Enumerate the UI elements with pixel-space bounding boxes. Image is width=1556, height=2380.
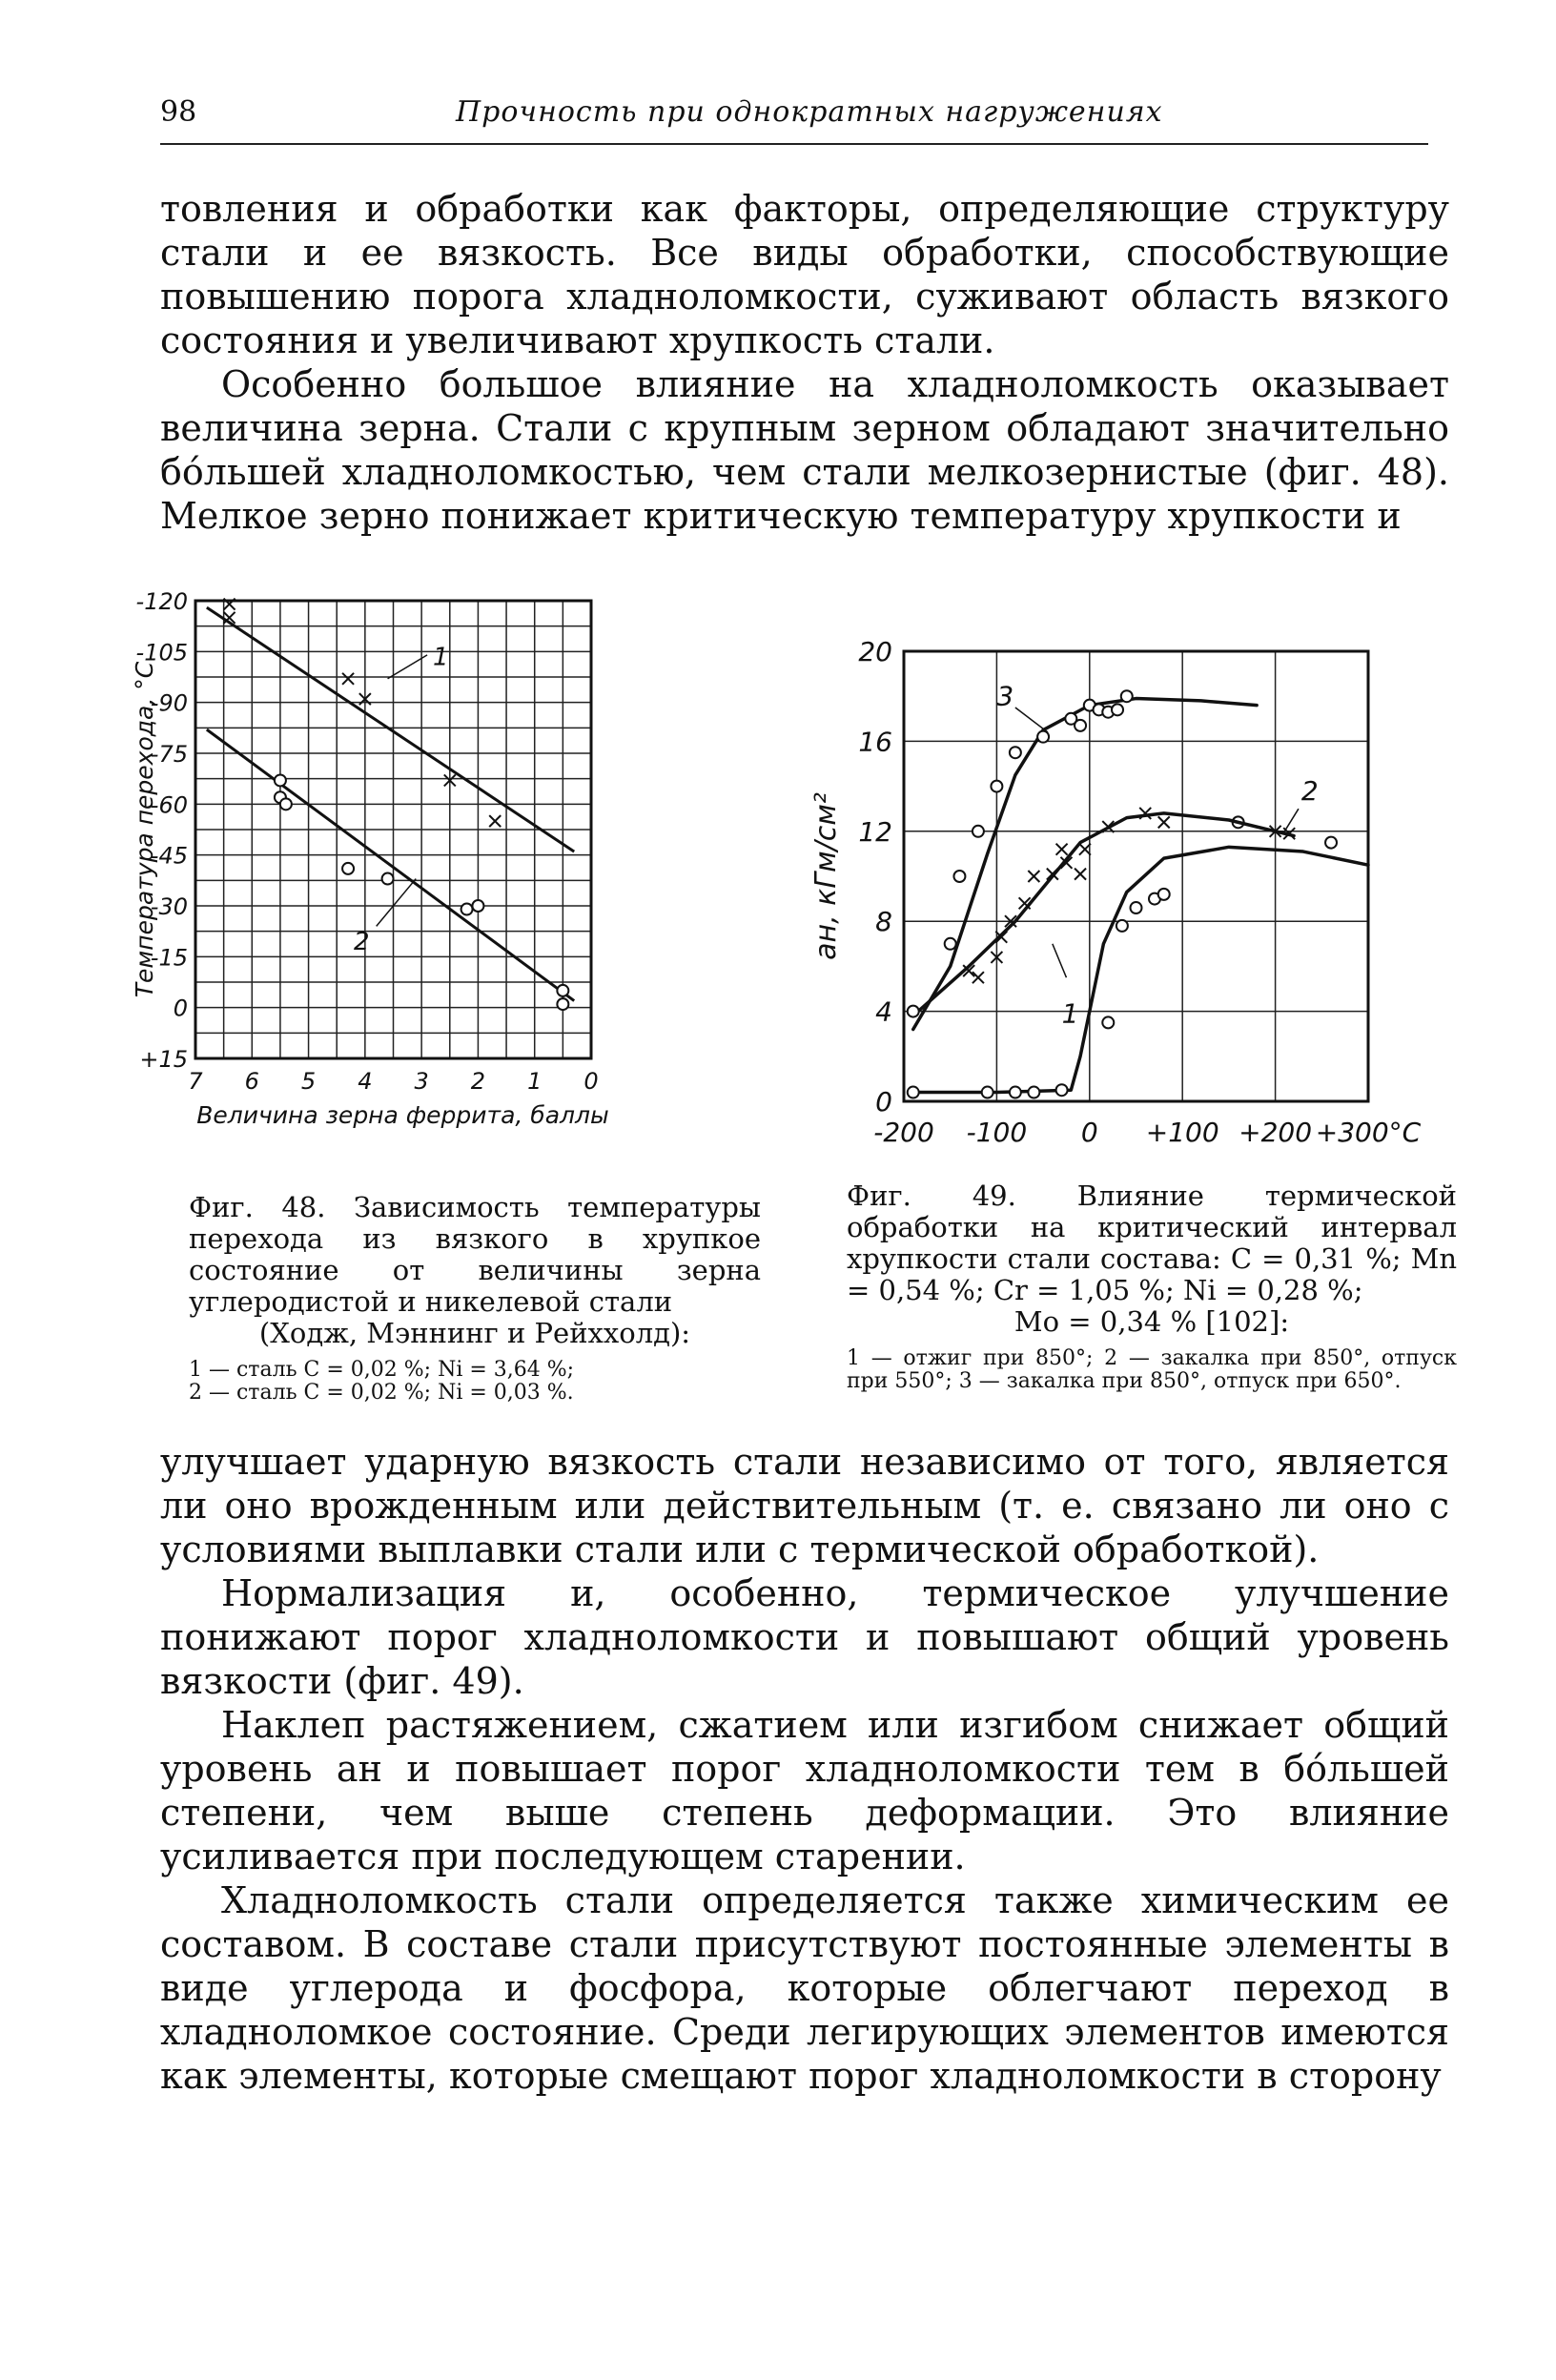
x-tick-label: 6 <box>244 1068 259 1095</box>
y-tick-label: -75 <box>150 741 188 768</box>
data-point <box>982 1087 993 1098</box>
data-point <box>1131 902 1142 913</box>
figure-48-caption <box>189 1192 761 1405</box>
y-tick-label: 16 <box>858 726 892 758</box>
data-series <box>908 681 1368 1098</box>
series-line <box>207 607 574 851</box>
data-point <box>953 871 965 882</box>
caption-legend <box>189 1359 761 1405</box>
grid <box>195 601 591 1058</box>
x-tick-label: -100 <box>966 1117 1028 1148</box>
data-point <box>991 781 1002 792</box>
caption-legend: 1 — отжиг при 850°; 2 — закалка при 850°, отпуск при 550°; 3 — закалка при 850°, отпуск при 650°. <box>847 1346 1457 1393</box>
data-point <box>1139 808 1151 819</box>
data-point <box>1075 869 1086 880</box>
y-tick-label: 4 <box>875 995 892 1028</box>
running-title: Прочность при однократных нагружениях <box>456 95 1163 129</box>
plot-frame <box>904 651 1368 1101</box>
y-axis-label: Температура перехода, °C <box>131 661 158 998</box>
x-tick-label: 1 <box>527 1068 543 1095</box>
y-tick-label: -30 <box>150 893 188 920</box>
caption-authors: (Ходж, Мэннинг и Рейххолд): <box>258 1317 691 1349</box>
x-tick-label: +300°C <box>1315 1117 1422 1148</box>
x-tick-label: 2 <box>470 1068 486 1095</box>
axis-labels <box>131 588 609 1129</box>
series-curve <box>913 699 1257 1030</box>
data-point <box>382 873 394 885</box>
page-header <box>160 95 1428 145</box>
y-tick-label: -15 <box>150 944 188 972</box>
paragraph: Хладноломкость стали определяется также химическим ее составом. В составе стали присутствуют постоянные элементы в виде углерода и фосфора, которые облегчают переход в хладноломкое состояние. Среди легирующих элементов имеются как элементы, которые смещают порог хладноломкости в сторону <box>160 1879 1449 2097</box>
x-tick-label: 5 <box>300 1068 317 1095</box>
data-point <box>1116 920 1128 932</box>
leader-line <box>1053 944 1067 977</box>
legend-item: 2 — сталь C = 0,02 %; Ni = 0,03 %. <box>189 1381 574 1405</box>
y-tick-label: +15 <box>139 1046 188 1073</box>
data-point <box>908 1087 919 1098</box>
data-point <box>275 774 286 786</box>
y-tick-label: -120 <box>135 588 188 615</box>
y-tick-label: 8 <box>875 906 892 938</box>
caption-composition: Mo = 0,34 % [102]: <box>1013 1305 1290 1338</box>
data-point <box>1325 837 1337 849</box>
paragraph: Наклеп растяжением, сжатием или изгибом снижает общий уровень aн и повышает порог хладноломкости тем в бо́льшей степени, чем выше степень деформации. Это влияние усиливается при последующем старении. <box>160 1704 1449 1877</box>
leader-line <box>1015 708 1048 732</box>
data-point <box>908 1006 919 1017</box>
x-tick-label: +200 <box>1239 1117 1313 1148</box>
caption-text: Фиг. 48. Зависимость температуры перехода из вязкого в хрупкое состояние от величины зерна углеродистой и никелевой стали <box>189 1191 761 1318</box>
data-point <box>489 815 501 827</box>
paragraph: Особенно большое влияние на хладноломкость оказывает величина зерна. Стали с крупным зерном обладают значительно бо́льшей хладноломкостью, чем стали мелкозернистые (фиг. 48). Мелкое зерно понижает критическую температуру хрупкости и <box>160 363 1449 537</box>
x-tick-label: -200 <box>873 1117 934 1148</box>
axes <box>904 651 1368 1101</box>
grid <box>904 651 1368 1101</box>
y-tick-label: 12 <box>858 815 892 848</box>
x-tick-label: 7 <box>188 1068 203 1095</box>
x-tick-label: 4 <box>358 1068 373 1095</box>
y-tick-label: 20 <box>858 636 892 667</box>
x-axis-label: Величина зерна феррита, баллы <box>196 1101 609 1129</box>
legend-item: 1 — сталь C = 0,02 %; Ni = 3,64 %; <box>189 1358 575 1382</box>
data-point <box>557 985 568 996</box>
data-point <box>1010 1087 1021 1098</box>
x-tick-label: 3 <box>414 1068 429 1095</box>
data-point <box>1010 747 1021 758</box>
figure-49-chart <box>801 625 1459 1159</box>
data-point <box>1028 871 1039 882</box>
y-tick-label: 0 <box>875 1086 892 1118</box>
data-point <box>972 972 984 983</box>
series-line <box>207 729 574 1000</box>
y-tick-label: -90 <box>150 689 188 717</box>
series-label: 2 <box>354 928 370 957</box>
caption-text: Фиг. 49. Влияние термической обработки на критический интервал хрупкости стали состава: C = 0,31 %; Mn = 0,54 %; Cr = 1,05 %; Ni = 0,28 %; <box>847 1180 1457 1306</box>
y-axis-label: aн, кГм/см² <box>809 792 843 960</box>
data-point <box>461 904 473 915</box>
series-curve <box>913 813 1294 1016</box>
data-point <box>557 998 568 1010</box>
body-text-bottom <box>160 1440 1449 2098</box>
figure-48-chart <box>131 582 744 1173</box>
data-point <box>1158 889 1170 900</box>
figure-49-caption <box>847 1180 1457 1393</box>
data-point <box>342 673 354 685</box>
data-point <box>342 863 354 874</box>
x-tick-label: 0 <box>1080 1117 1098 1148</box>
body-text-top <box>160 187 1449 538</box>
paragraph: товления и обработки как факторы, определяющие структуру стали и ее вязкость. Все виды обработки, способствующие повышению порога хладноломкости, суживают область вязкого состояния и увеличивают хрупкость стали. <box>160 188 1449 361</box>
data-point <box>1102 1016 1114 1028</box>
data-point <box>1056 844 1068 855</box>
series-label: 3 <box>996 680 1014 712</box>
data-point <box>972 826 984 837</box>
leader-line <box>377 879 417 927</box>
data-point <box>280 798 292 810</box>
series-curve <box>913 847 1368 1092</box>
data-point <box>1056 1084 1068 1096</box>
paragraph: Нормализация и, особенно, термическое улучшение понижают порог хладноломкости и повышают общий уровень вязкости (фиг. 49). <box>160 1572 1449 1702</box>
series-label: 1 <box>1061 997 1079 1030</box>
series-label: 2 <box>1300 774 1319 807</box>
paragraph: улучшает ударную вязкость стали независимо от того, является ли оно врожденным или действительным (т. е. связано ли оно с условиями выплавки стали или с термической обработкой). <box>160 1441 1449 1570</box>
data-point <box>1037 731 1049 743</box>
data-point <box>472 900 483 912</box>
y-tick-label: 0 <box>173 995 188 1022</box>
data-point <box>1028 1087 1039 1098</box>
leader-line <box>1284 809 1299 831</box>
data-point <box>945 938 956 950</box>
data-point <box>1121 690 1133 702</box>
y-tick-label: -45 <box>150 842 188 870</box>
series-label: 1 <box>433 643 449 672</box>
x-tick-label: +100 <box>1145 1117 1219 1148</box>
x-tick-label: 0 <box>584 1068 599 1095</box>
data-point <box>1158 816 1170 828</box>
page-number: 98 <box>160 95 197 129</box>
y-tick-label: -60 <box>150 791 188 819</box>
y-tick-label: -105 <box>135 639 188 667</box>
data-point <box>1075 720 1086 731</box>
data-point <box>1112 704 1123 715</box>
